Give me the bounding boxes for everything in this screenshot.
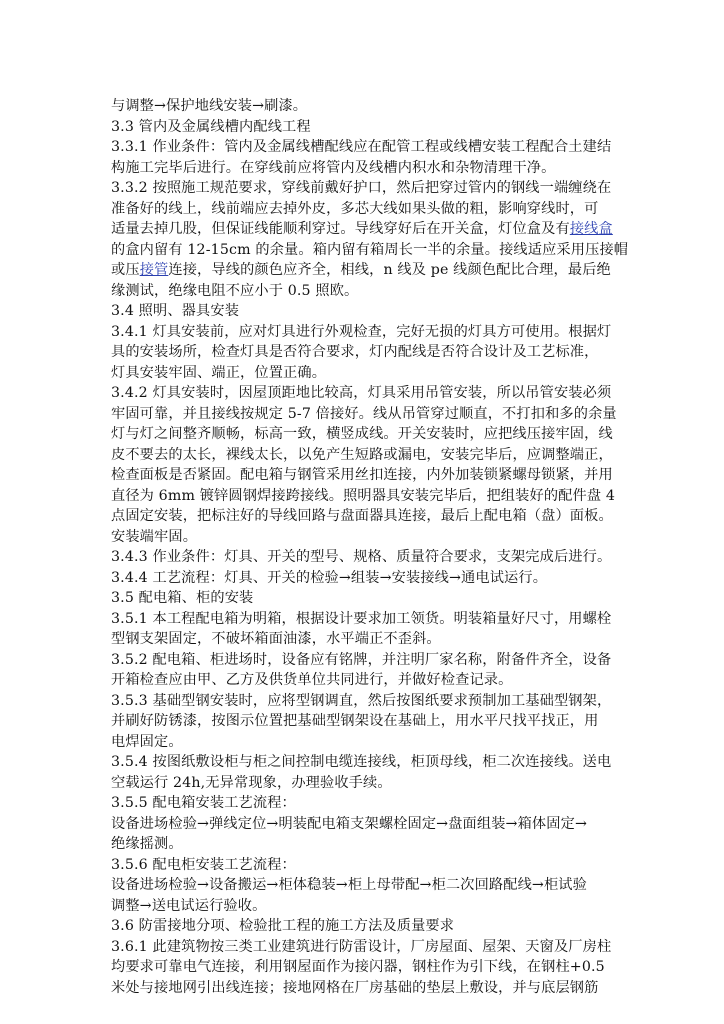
text-line: 3.6 防雷接地分项、检验批工程的施工方法及质量要求 — [111, 918, 455, 934]
text-line: 3.4 照明、器具安装 — [111, 303, 240, 319]
text-line: 3.3 管内及金属线槽内配线工程 — [111, 118, 311, 135]
text-line: 并刷好防锈漆，按图示位置把基础型钢架设在基础上，用水平尺找平找正，用 — [111, 713, 599, 729]
hyperlink[interactable]: 接管 — [139, 262, 169, 278]
text-line: 3.5.1 本工程配电箱为明箱，根据设计要求加工领货。明装箱量好尺寸，用螺栓 — [111, 610, 612, 627]
text-line: 3.5.5 配电箱安装工艺流程： — [111, 795, 296, 811]
text-line: 点固定安装，把标注好的导线回路与盘面器具连接，最后上配电箱（盘）面板。 — [111, 508, 613, 524]
text-line: 牢固可靠，并且接线按规定 5-7 倍接好。线从吊管穿过顺直，不打扣和多的余量 — [111, 405, 617, 422]
text-line: 3.6.1 此建筑物按三类工业建筑进行防雷设计，厂房屋面、屋架、天窗及厂房柱 — [111, 938, 612, 955]
text-line: 3.4.2 灯具安装时，因屋顶距地比较高，灯具采用吊管安装，所以吊管安装必须 — [111, 385, 612, 401]
text-line: 均要求可靠电气连接，利用钢屋面作为接闪器，钢柱作为引下线，在钢柱+0.5 — [111, 959, 605, 975]
text-line: 设备进场检验→设备搬运→柜体稳装→柜上母带配→柜二次回路配线→柜试验 — [111, 877, 587, 893]
text-line: 安装端牢固。 — [111, 528, 198, 545]
text-line: 3.4.3 作业条件：灯具、开关的型号、规格、质量符合要求，支架完成后进行。 — [111, 549, 612, 565]
text-line: 调整→送电试运行验收。 — [111, 897, 267, 914]
text-line: 直径为 6mm 镀锌圆钢焊接跨接线。照明器具安装完毕后，把组装好的配件盘 4 — [111, 487, 616, 504]
text-line: 3.5.2 配电箱、柜进场时，设备应有铭牌，并注明厂家名称，附备件齐全，设备 — [111, 651, 612, 668]
text-line: 与调整→保护地线安装→刷漆。 — [111, 98, 308, 114]
text-line: 灯与灯之间整齐顺畅，标高一致，横竖成线。开关安装时，应把线压接牢固，线 — [111, 426, 613, 442]
text-line — [111, 260, 617, 281]
document-page — [111, 96, 629, 998]
text-line: 3.4.4 工艺流程：灯具、开关的检验→组装→安装接线→通电试运行。 — [111, 569, 548, 586]
text-line: 3.5.4 按图纸敷设柜与柜之间控制电缆连接线，柜顶母线，柜二次连接线。送电 — [111, 754, 612, 770]
text-line: 绝缘摇测。 — [111, 836, 183, 852]
text-line: 皮不要去的太长，裸线太长，以免产生短路或漏电，安装完毕后，应调整端正， — [111, 446, 613, 463]
text-line: 3.5.6 配电柜安装工艺流程： — [111, 856, 296, 873]
text-segment: 连接，导线的颜色应齐全，相线，n 线及 pe 线颜色配比合理，最后绝 — [168, 262, 611, 278]
text-line: 电焊固定。 — [111, 733, 183, 750]
text-line: 空载运行 24h,无异常现象，办理验收手续。 — [111, 774, 392, 791]
text-line — [111, 219, 617, 240]
text-line: 型钢支架固定，不破坏箱面油漆，水平端正不歪斜。 — [111, 631, 441, 647]
text-line: 3.3.2 按照施工规范要求，穿线前戴好护口，然后把穿过管内的钢线一端缠绕在 — [111, 180, 612, 196]
text-line: 3.5.3 基础型钢安装时，应将型钢调直，然后按图纸要求预制加工基础型钢架， — [111, 692, 612, 709]
text-line: 设备进场检验→弹线定位→明装配电箱支架螺栓固定→盘面组装→箱体固定→ — [111, 815, 587, 832]
text-segment: 适量去掉几股，但保证线能顺利穿过。导线穿好后在开关盒，灯位盒及有 — [111, 221, 570, 237]
text-line: 准备好的线上，线前端应去掉外皮，多芯大线如果头做的粗，影响穿线时，可 — [111, 200, 599, 217]
text-line: 3.4.1 灯具安装前，应对灯具进行外观检查，完好无损的灯具方可使用。根据灯 — [111, 323, 612, 340]
text-line: 3.5 配电箱、柜的安装 — [111, 590, 254, 606]
text-line: 构施工完毕后进行。在穿线前应将管内及线槽内积水和杂物清理干净。 — [111, 159, 556, 176]
text-line: 3.3.1 作业条件：管内及金属线槽配线应在配管工程或线槽安装工程配合土建结 — [111, 139, 612, 155]
text-line: 具的安装场所，检查灯具是否符合要求，灯内配线是否符合设计及工艺标准， — [111, 344, 599, 360]
text-line: 的盒内留有 12-15cm 的余量。箱内留有箱周长一半的余量。接线适应采用压接帽 — [111, 241, 629, 258]
text-line: 米处与接地网引出线连接；接地网格在厂房基础的垫层上敷设，并与底层钢筋 — [111, 979, 599, 996]
text-line: 灯具安装牢固、端正，位置正确。 — [111, 364, 327, 381]
text-segment: 或压 — [111, 262, 140, 278]
hyperlink[interactable]: 接线盒 — [569, 221, 613, 237]
text-line: 缘测试，绝缘电阻不应小于 0.5 照欧。 — [111, 282, 359, 299]
text-line: 开箱检查应由甲、乙方及供货单位共同进行，并做好检查记录。 — [111, 672, 513, 688]
text-line: 检查面板是否紧固。配电箱与钢管采用丝扣连接，内外加装锁紧螺母锁紧，并用 — [111, 467, 613, 483]
